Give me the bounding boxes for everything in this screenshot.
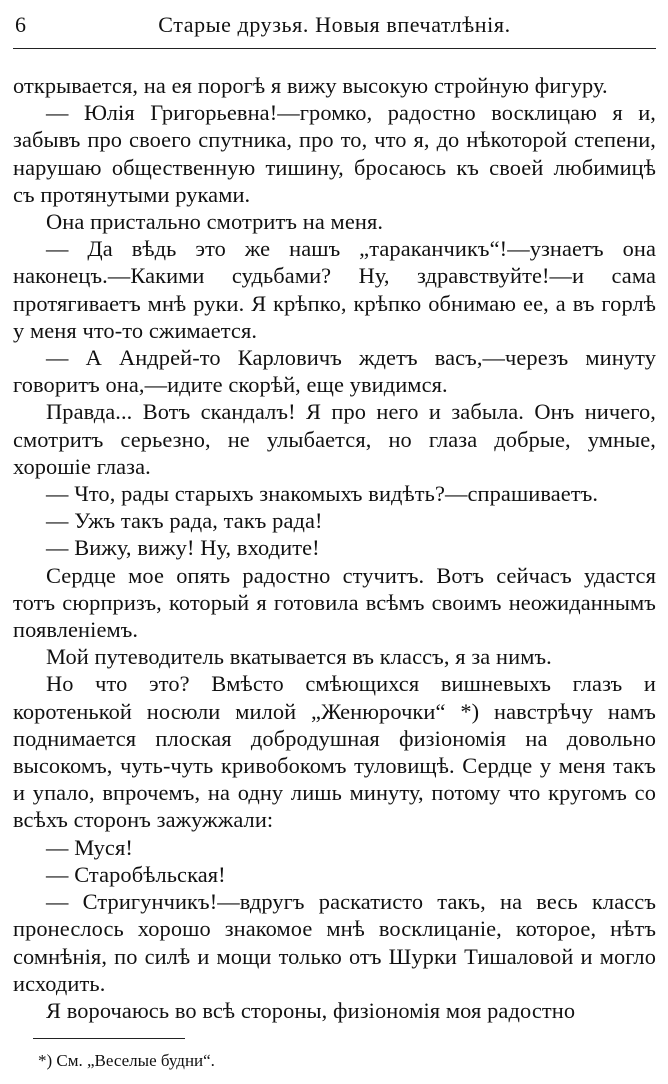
page-header (13, 10, 656, 40)
paragraph: Она пристально смотритъ на меня. (46, 209, 384, 235)
paragraph: Мой путеводитель вкатывается въ классъ, я за нимъ. (46, 644, 552, 670)
paragraph: — Вижу, вижу! Ну, входите! (46, 535, 320, 561)
paragraph: — Что, рады старыхъ знакомыхъ видѣть?—спрашиваетъ. (46, 481, 599, 507)
paragraph: открывается, на ея порогѣ я вижу высокую стройную фигуру. (13, 73, 608, 98)
paragraph: Но что это? Вмѣсто смѣющихся вишневыхъ глазъ и коротенькой носюли милой „Женюрочки“ *) навстрѣчу намъ поднимается плоская добродушная физіономія на довольно высокомъ, чуть-чуть кривобокомъ туловищѣ. Сердце у меня такъ и упало, впрочемъ, на одну лишь минуту, потому что кругомъ со всѣхъ сторонъ зажужжали: (13, 671, 656, 833)
running-title: Старые друзья. Новыя впечатлѣнія. (158, 12, 511, 37)
paragraph: — Муся! (46, 834, 133, 860)
body-text (13, 72, 656, 1024)
paragraph: — А Андрей-то Карловичъ ждетъ васъ,—черезъ минуту говоритъ она,—идите скорѣй, еще увидимся. (13, 345, 656, 398)
paragraph: — Ужъ такъ рада, такъ рада! (46, 508, 323, 534)
footnote: *) См. „Веселые будни“. (38, 1051, 215, 1070)
footnote-rule (33, 1038, 185, 1039)
paragraph: — Юлія Григорьевна!—громко, радостно восклицаю я и, забывъ про своего спутника, про то, что я, до нѣкоторой степени, нарушаю общественную тишину, бросаюсь къ своей любимицѣ съ протянутыми руками. (13, 100, 656, 207)
header-rule (13, 48, 656, 49)
page-number: 6 (15, 12, 26, 37)
paragraph: — Старобѣльская! (46, 861, 226, 887)
paragraph: Я ворочаюсь во всѣ стороны, физіономія моя радостно (46, 997, 576, 1023)
book-page (13, 10, 656, 1074)
paragraph: Правда... Вотъ скандалъ! Я про него и забыла. Онъ ничего, смотритъ серьезно, не улыбается, но глаза добрые, умные, хорошіе глаза. (13, 399, 656, 479)
paragraph: Сердце мое опять радостно стучитъ. Вотъ сейчасъ удастся тотъ сюрпризъ, который я готовила всѣмъ своимъ неожиданнымъ появленіемъ. (13, 562, 656, 643)
paragraph: — Да вѣдь это же нашъ „тараканчикъ“!—узнаетъ она наконецъ.—Какими судьбами? Ну, здравствуйте!—и сама протягиваетъ мнѣ руки. Я крѣпко, крѣпко обнимаю ее, а въ горлѣ у меня что-то сжимается. (13, 236, 656, 343)
paragraph: — Стригунчикъ!—вдругъ раскатисто такъ, на весь классъ пронеслось хорошо знакомое мнѣ восклицаніе, которое, нѣтъ сомнѣнія, по силѣ и мощи только отъ Шурки Тишаловой и могло исходить. (13, 889, 656, 996)
